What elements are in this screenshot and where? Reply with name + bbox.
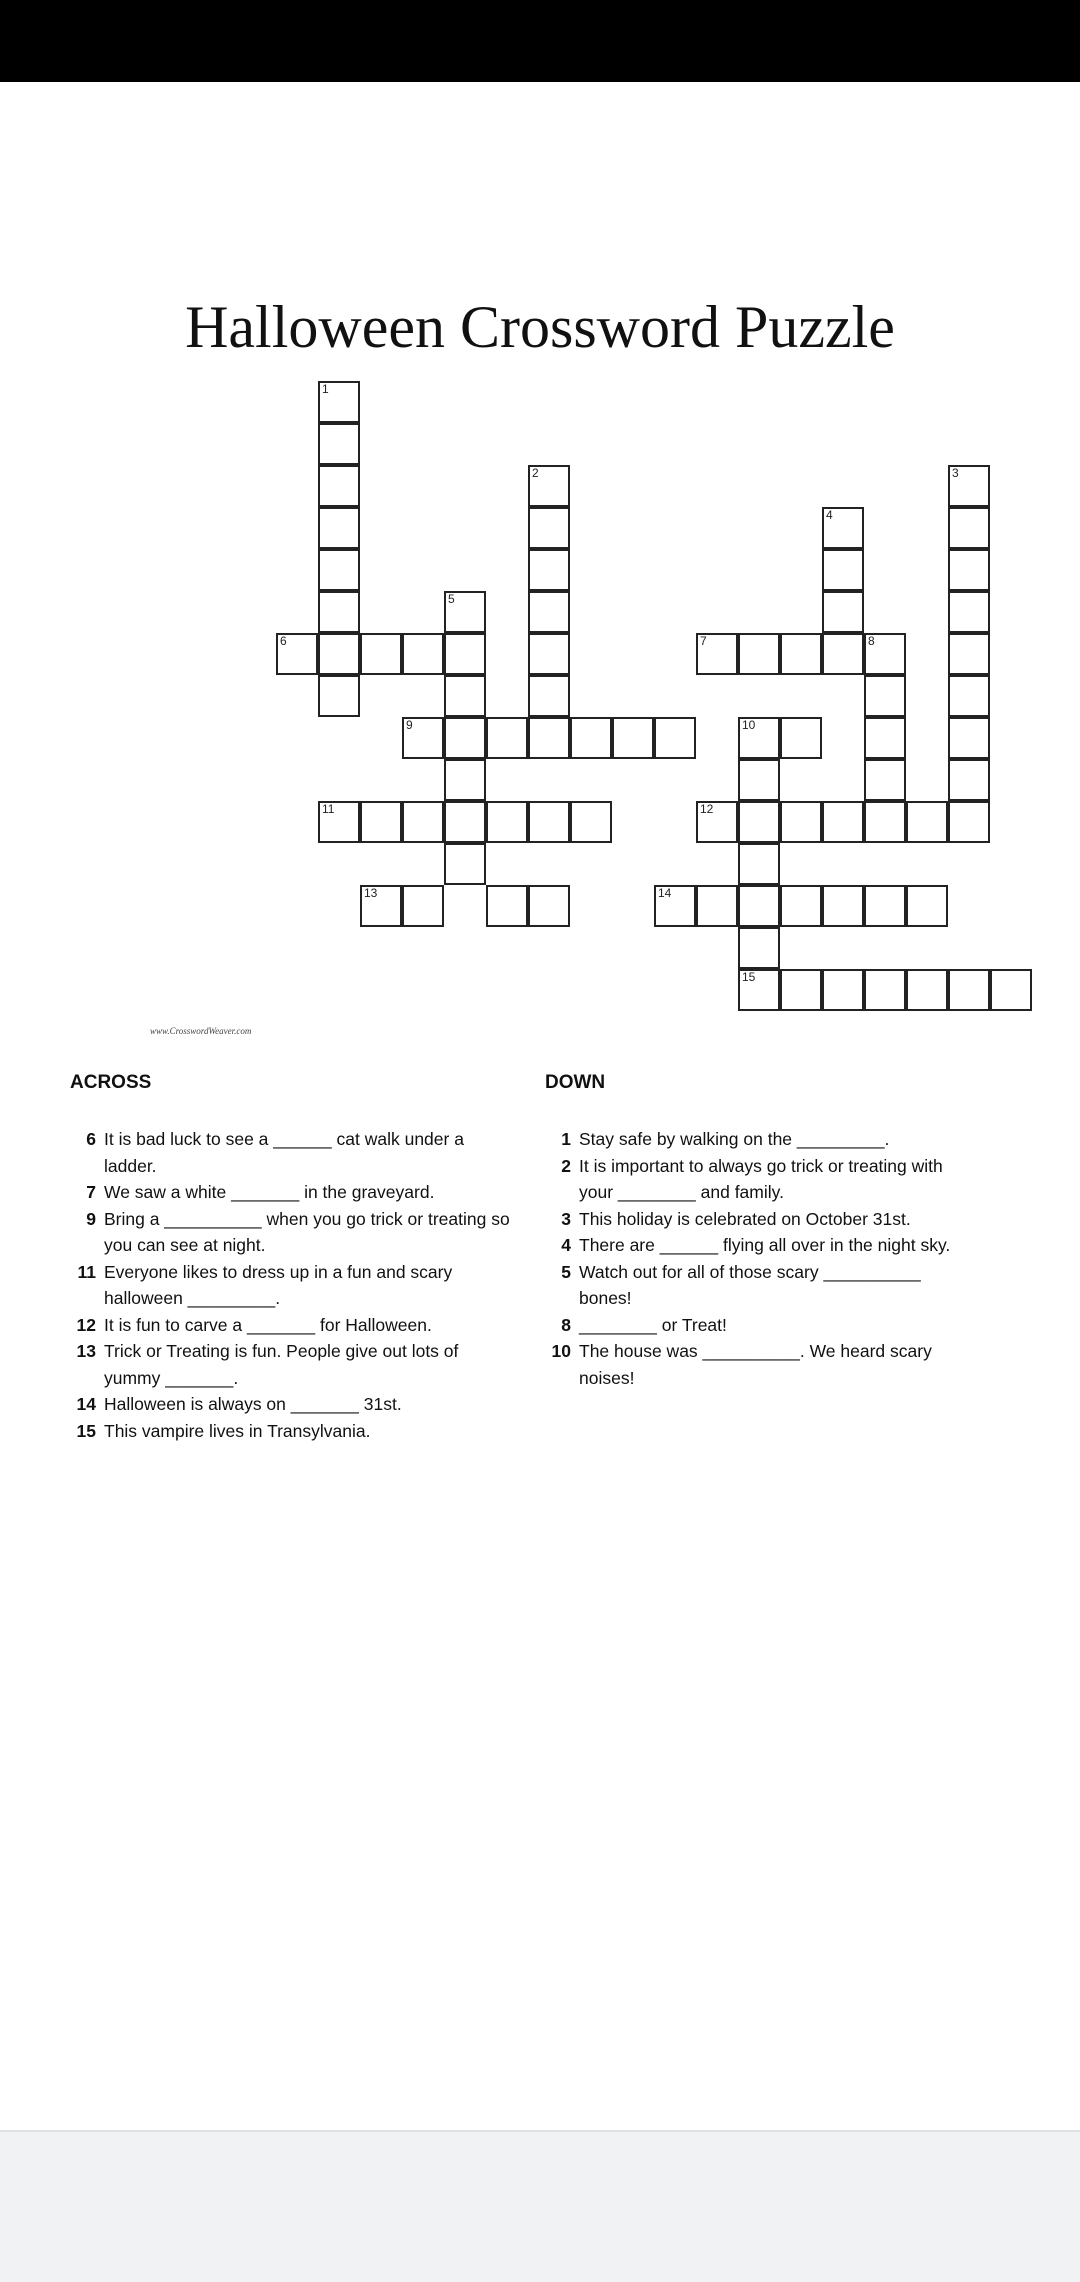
crossword-cell[interactable]	[318, 381, 360, 423]
crossword-cell[interactable]	[276, 633, 318, 675]
clue-text: Stay safe by walking on the _________.	[579, 1129, 890, 1149]
crossword-cell[interactable]	[528, 633, 570, 675]
clue-text: Halloween is always on _______ 31st.	[104, 1394, 402, 1414]
crossword-cell[interactable]	[654, 717, 696, 759]
down-clue-list	[545, 1126, 965, 1391]
crossword-cell[interactable]	[738, 885, 780, 927]
crossword-cell[interactable]	[864, 969, 906, 1011]
clue-number: 8	[561, 1314, 571, 1335]
clue-text: It is bad luck to see a ______ cat walk under a ladder.	[104, 1129, 464, 1176]
crossword-cell[interactable]	[864, 801, 906, 843]
clue-number: 2	[561, 1155, 571, 1176]
crossword-cell[interactable]	[486, 717, 528, 759]
crossword-cell[interactable]	[822, 969, 864, 1011]
credit-text: www.CrosswordWeaver.com	[150, 1026, 252, 1036]
crossword-cell[interactable]	[318, 465, 360, 507]
clue-text: Bring a __________ when you go trick or treating so you can see at night.	[104, 1208, 510, 1255]
crossword-cell[interactable]	[864, 759, 906, 801]
crossword-cell[interactable]	[948, 591, 990, 633]
cell-number: 12	[700, 802, 714, 816]
across-clue	[70, 1206, 510, 1259]
crossword-cell[interactable]	[906, 885, 948, 927]
crossword-cell[interactable]	[444, 591, 486, 633]
cell-number: 11	[322, 802, 335, 816]
crossword-cell[interactable]	[696, 885, 738, 927]
cell-number: 15	[742, 970, 756, 984]
crossword-cell[interactable]	[948, 801, 990, 843]
clue-text: It is fun to carve a _______ for Halloween.	[104, 1314, 432, 1335]
crossword-cell[interactable]	[780, 969, 822, 1011]
crossword-cell[interactable]	[780, 717, 822, 759]
crossword-grid	[0, 0, 1080, 1040]
crossword-cell[interactable]	[654, 885, 696, 927]
crossword-cell[interactable]	[402, 885, 444, 927]
crossword-cell[interactable]	[822, 591, 864, 633]
puzzle-title: Halloween Crossword Puzzle	[185, 294, 895, 360]
crossword-cell[interactable]	[570, 801, 612, 843]
crossword-cell[interactable]	[822, 885, 864, 927]
clue-number: 11	[77, 1261, 96, 1282]
clue-text: It is important to always go trick or treating with your ________ and family.	[579, 1155, 943, 1202]
down-clue	[545, 1338, 965, 1391]
crossword-cell[interactable]	[444, 633, 486, 675]
crossword-cell[interactable]	[528, 675, 570, 717]
clue-number: 9	[86, 1208, 96, 1229]
crossword-cell[interactable]	[528, 591, 570, 633]
down-clue	[545, 1259, 965, 1312]
clue-number: 14	[76, 1394, 96, 1414]
crossword-cell[interactable]	[822, 633, 864, 675]
clue-text: We saw a white _______ in the graveyard.	[104, 1182, 435, 1202]
crossword-cell[interactable]	[780, 633, 822, 675]
crossword-cell[interactable]	[780, 801, 822, 843]
crossword-cell[interactable]	[360, 885, 402, 927]
crossword-cell[interactable]	[906, 801, 948, 843]
clue-number: 1	[561, 1129, 571, 1149]
crossword-cell[interactable]	[444, 675, 486, 717]
crossword-cell[interactable]	[612, 717, 654, 759]
crossword-cell[interactable]	[948, 549, 990, 591]
down-clue	[545, 1206, 965, 1233]
crossword-cell[interactable]	[948, 633, 990, 675]
clue-number: 12	[76, 1314, 96, 1335]
down-clue	[545, 1153, 965, 1206]
clue-text: ________ or Treat!	[579, 1314, 727, 1335]
across-clue	[70, 1338, 510, 1391]
cell-number: 13	[364, 886, 378, 900]
down-heading: DOWN	[545, 1072, 606, 1093]
crossword-cell[interactable]	[864, 717, 906, 759]
crossword-cell[interactable]	[360, 801, 402, 843]
crossword-cell[interactable]	[906, 969, 948, 1011]
crossword-cell[interactable]	[444, 759, 486, 801]
crossword-cell[interactable]	[738, 927, 780, 969]
crossword-cell[interactable]	[318, 591, 360, 633]
cell-number: 5	[448, 592, 455, 606]
crossword-cell[interactable]	[780, 885, 822, 927]
crossword-cell[interactable]	[948, 717, 990, 759]
crossword-cell[interactable]	[864, 885, 906, 927]
crossword-cell[interactable]	[738, 717, 780, 759]
crossword-cell[interactable]	[318, 507, 360, 549]
down-clue	[545, 1126, 965, 1153]
crossword-cell[interactable]	[444, 717, 486, 759]
clue-text: The house was __________. We heard scary noises!	[579, 1341, 932, 1388]
crossword-cell[interactable]	[318, 801, 360, 843]
across-clue	[70, 1126, 510, 1179]
crossword-cell[interactable]	[864, 633, 906, 675]
clue-number: 6	[86, 1129, 96, 1149]
crossword-cell[interactable]	[528, 717, 570, 759]
crossword-cell[interactable]	[990, 969, 1032, 1011]
crossword-cell[interactable]	[402, 717, 444, 759]
crossword-cell[interactable]	[402, 801, 444, 843]
across-clue	[70, 1259, 510, 1312]
cell-number: 10	[742, 718, 756, 732]
cell-number: 7	[700, 634, 707, 648]
crossword-cell[interactable]	[738, 969, 780, 1011]
crossword-cell[interactable]	[528, 885, 570, 927]
crossword-cell[interactable]	[948, 507, 990, 549]
crossword-cell[interactable]	[528, 549, 570, 591]
crossword-cell[interactable]	[738, 633, 780, 675]
crossword-cell[interactable]	[948, 675, 990, 717]
crossword-cell[interactable]	[570, 717, 612, 759]
clue-text: This vampire lives in Transylvania.	[104, 1420, 371, 1441]
crossword-cell[interactable]	[738, 843, 780, 885]
crossword-cell[interactable]	[318, 675, 360, 717]
clue-text: This holiday is celebrated on October 31st.	[579, 1208, 911, 1229]
crossword-cell[interactable]	[822, 507, 864, 549]
crossword-cell[interactable]	[360, 633, 402, 675]
crossword-cell[interactable]	[738, 759, 780, 801]
clue-number: 13	[76, 1341, 96, 1361]
crossword-cell[interactable]	[822, 801, 864, 843]
cell-number: 4	[826, 508, 833, 522]
crossword-cell[interactable]	[402, 633, 444, 675]
clue-number: 7	[86, 1182, 96, 1202]
crossword-cell[interactable]	[528, 507, 570, 549]
clue-number: 15	[76, 1420, 96, 1441]
crossword-cell[interactable]	[696, 801, 738, 843]
crossword-cell[interactable]	[318, 549, 360, 591]
crossword-cell[interactable]	[486, 885, 528, 927]
crossword-cell[interactable]	[948, 759, 990, 801]
crossword-cell[interactable]	[528, 465, 570, 507]
crossword-cell[interactable]	[822, 549, 864, 591]
bottom-panel	[0, 2130, 1080, 2282]
cell-number: 8	[868, 634, 875, 648]
clue-text: Trick or Treating is fun. People give out lots of yummy _______.	[104, 1341, 459, 1388]
across-clue	[70, 1312, 510, 1339]
across-clue	[70, 1391, 510, 1418]
crossword-cell[interactable]	[444, 843, 486, 885]
down-clue	[545, 1232, 965, 1259]
cell-number: 14	[658, 886, 672, 900]
clue-number: 10	[551, 1341, 571, 1361]
down-clue	[545, 1312, 965, 1339]
across-heading: ACROSS	[70, 1072, 152, 1093]
clue-text: Everyone likes to dress up in a fun and scary halloween _________.	[104, 1261, 453, 1308]
crossword-cell[interactable]	[696, 633, 738, 675]
clue-text: There are ______ flying all over in the night sky.	[579, 1235, 951, 1255]
cell-number: 2	[532, 466, 539, 480]
clue-number: 3	[561, 1208, 571, 1229]
cell-number: 9	[406, 718, 413, 732]
crossword-cell[interactable]	[948, 969, 990, 1011]
crossword-cell[interactable]	[318, 633, 360, 675]
crossword-cell[interactable]	[486, 801, 528, 843]
across-clue	[70, 1179, 510, 1206]
crossword-cell[interactable]	[864, 675, 906, 717]
clue-number: 5	[561, 1261, 571, 1282]
crossword-cell[interactable]	[444, 801, 486, 843]
clue-text: Watch out for all of those scary __________ bones!	[579, 1261, 921, 1308]
clue-number: 4	[561, 1235, 571, 1255]
across-clue	[70, 1418, 510, 1445]
crossword-cell[interactable]	[528, 801, 570, 843]
cell-number: 1	[322, 382, 329, 396]
cell-number: 3	[952, 466, 959, 480]
across-clue-list	[70, 1126, 510, 1444]
cell-number: 6	[280, 634, 287, 648]
crossword-cell[interactable]	[738, 801, 780, 843]
crossword-cell[interactable]	[948, 465, 990, 507]
crossword-cell[interactable]	[318, 423, 360, 465]
